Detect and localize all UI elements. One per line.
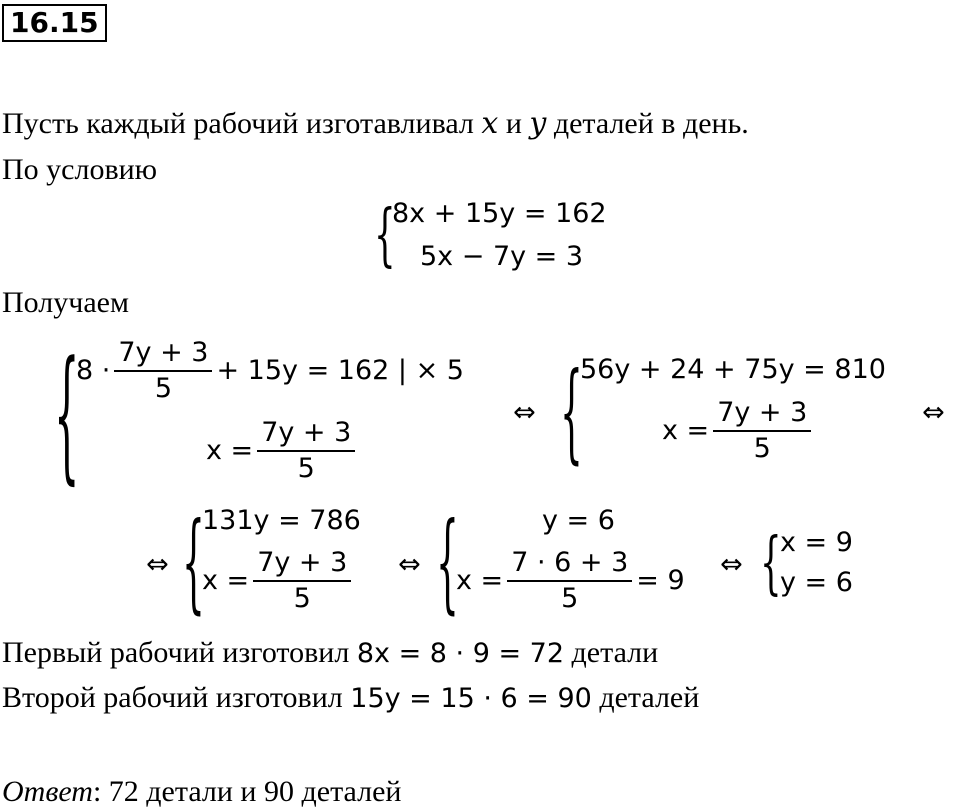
answer-line [2,774,401,810]
conclusion-line-1 [2,635,658,671]
fraction-numerator: 7 · 6 + 3 [507,546,632,582]
equiv-symbol-3: ⇔ [146,549,169,580]
intro-text-b: и [498,107,530,140]
system2-brace: { [54,334,80,500]
fraction-numerator: 7y + 3 [713,396,811,432]
equiv-symbol-4: ⇔ [398,549,421,580]
fraction-numerator: 7y + 3 [253,546,351,582]
equiv-symbol-2: ⇔ [922,397,945,428]
fraction-denominator: 5 [753,433,771,464]
system4-eq2-prefix: x = [202,565,250,596]
system4-eq1: 131y = 786 [202,505,361,536]
system5-eq2 [456,546,685,616]
var-y: y [529,106,547,141]
system3-eq1: 56y + 24 + 75y = 810 [580,354,886,385]
system6-eq1: x = 9 [780,527,853,558]
system3-fraction [713,396,811,466]
intro-text-c: деталей в день. [546,107,749,140]
intro-line-1 [2,106,749,142]
system4-fraction [253,546,351,616]
system5-brace: { [436,503,459,626]
conclusion-line2-tail: деталей [591,681,700,714]
var-x: x [481,106,499,141]
equiv-symbol-1: ⇔ [513,397,536,428]
system6-brace: { [760,524,782,604]
system2-eq1-suffix: + 15y = 162 | × 5 [216,355,464,386]
fraction-numerator: 7y + 3 [257,416,355,452]
system5-eq1: y = 6 [542,505,615,536]
answer-label: Ответ [2,775,93,808]
conclusion-line1-tail: детали [564,636,659,669]
system2-eq2 [206,416,359,486]
system1-eq2: 5x − 7y = 3 [420,241,584,272]
problem-number: 16.15 [2,4,107,42]
system2-eq1 [76,336,464,406]
system2-fraction-1 [114,336,212,406]
system1-brace: { [374,196,396,276]
fraction-denominator: 5 [154,373,172,404]
system2-fraction-2 [257,416,355,486]
result-label: Получаем [2,286,129,319]
system1-eq1: 8x + 15y = 162 [392,198,607,229]
fraction-denominator: 5 [293,583,311,614]
answer-text: : 72 детали и 90 деталей [92,775,402,808]
system2-eq1-prefix: 8 · [76,355,111,386]
fraction-numerator: 7y + 3 [114,336,212,372]
system4-brace: { [182,503,205,626]
conclusion-line-2 [2,680,699,716]
conclusion-line1-text: Первый рабочий изготовил [2,636,357,669]
conclusion-line2-math: 15y = 15 · 6 = 90 [350,683,592,714]
system3-eq2 [662,396,815,466]
system3-brace: { [560,353,583,476]
system3-eq2-prefix: x = [662,415,710,446]
system5-fraction [507,546,632,616]
fraction-denominator: 5 [297,453,315,484]
system5-eq2-prefix: x = [456,565,504,596]
conclusion-line1-math: 8x = 8 · 9 = 72 [356,638,565,669]
intro-text-a: Пусть каждый рабочий изготавливал [2,107,482,140]
conclusion-line2-text: Второй рабочий изготовил [2,681,351,714]
system2-eq2-prefix: x = [206,435,254,466]
fraction-denominator: 5 [561,583,579,614]
equiv-symbol-5: ⇔ [720,549,743,580]
system6-eq2: y = 6 [780,567,853,598]
system5-eq2-suffix: = 9 [636,565,685,596]
intro-line-2: По условию [2,153,158,186]
system4-eq2 [202,546,355,616]
